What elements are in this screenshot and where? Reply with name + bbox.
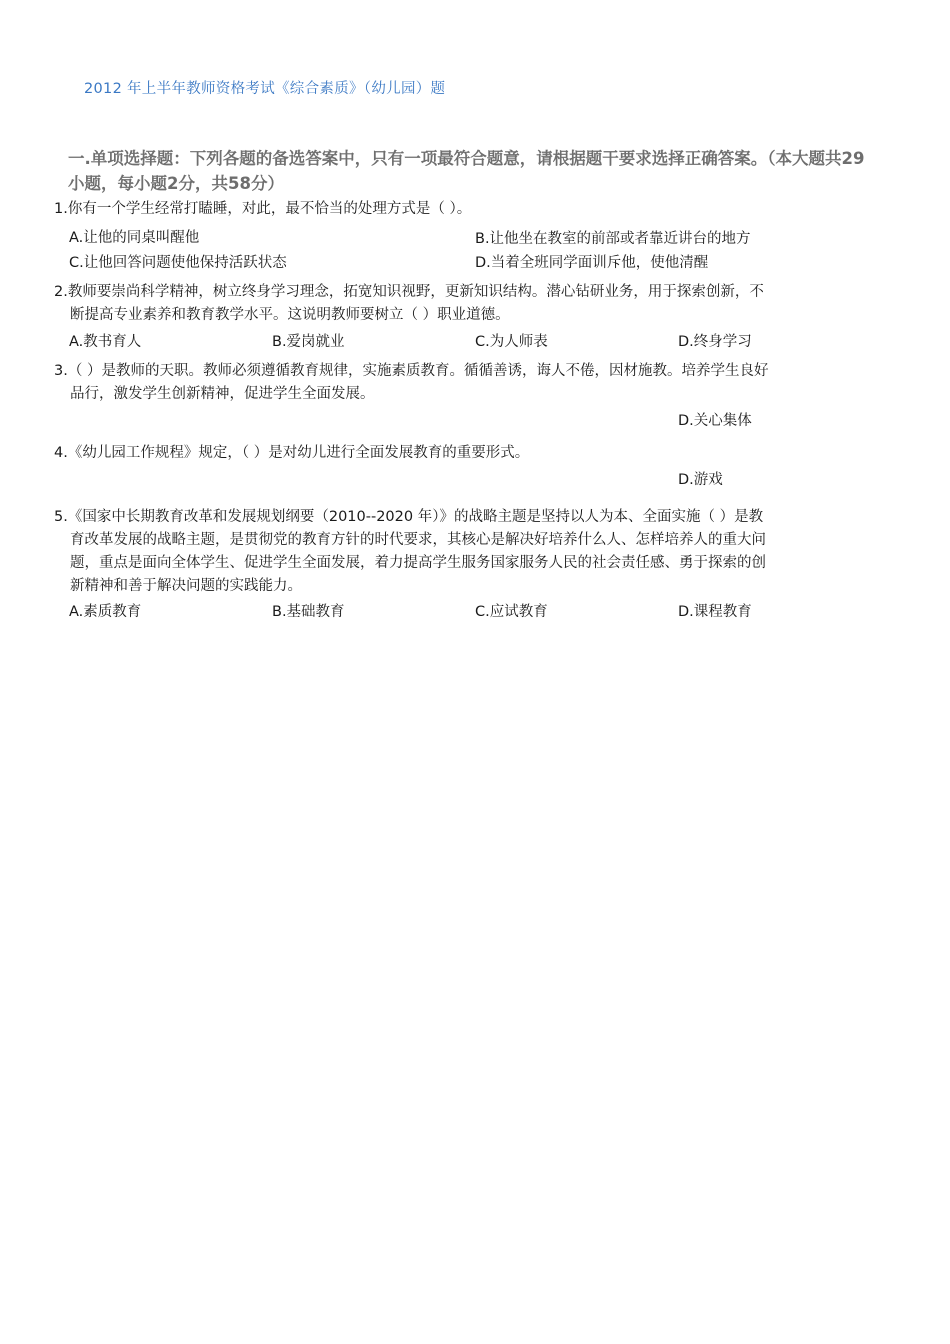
option-d: D.当着全班同学面训斥他，使他清醒 (475, 255, 709, 271)
section-heading: 一.单项选择题：下列各题的备选答案中，只有一项最符合题意，请根据题干要求选择正确答案。（本大题共29小题，每小题2分，共58分） (68, 149, 865, 193)
question-number: 1. (54, 201, 68, 217)
question-text: 《国家中长期教育改革和发展规划纲要（2010--2020 年）》的战略主题是坚持以人为本、全面实施（ ）是教 (67, 509, 764, 525)
question-text: 你有一个学生经常打瞌睡，对此，最不恰当的处理方式是（ ）。 (67, 201, 472, 217)
option-a: A.素质教育 (69, 604, 142, 620)
option-b: B.基础教育 (272, 604, 345, 620)
option-d: D.课程教育 (678, 604, 752, 620)
option-a: A.教书育人 (69, 334, 142, 350)
option-b: B.让他坐在教室的前部或者靠近讲台的地方 (475, 231, 751, 247)
question-2 (54, 281, 869, 327)
question-text-cont: 断提高专业素养和教育教学水平。这说明教师要树立（ ）职业道德。 (70, 307, 510, 323)
question-5 (54, 506, 869, 598)
option-d: D.游戏 (678, 472, 723, 488)
question-text: 《幼儿园工作规程》规定，（ ）是对幼儿进行全面发展教育的重要形式。 (67, 445, 530, 461)
question-text-cont: 品行，激发学生创新精神，促进学生全面发展。 (70, 386, 375, 402)
option-c: C.为人师表 (475, 334, 548, 350)
question-number: 2. (54, 284, 68, 300)
option-d: D.终身学习 (678, 334, 752, 350)
option-a: A.让他的同桌叫醒他 (69, 230, 200, 246)
question-text-cont: 题，重点是面向全体学生、促进学生全面发展，着力提高学生服务国家服务人民的社会责任感、勇于探索的创 (70, 555, 766, 571)
option-b: B.爱岗就业 (272, 334, 345, 350)
option-c: C.应试教育 (475, 604, 548, 620)
question-4 (54, 442, 869, 465)
question-3 (54, 360, 869, 406)
option-d: D.关心集体 (678, 413, 752, 429)
question-text: 教师要崇尚科学精神，树立终身学习理念，拓宽知识视野，更新知识结构。潜心钻研业务，用于探索创新，不 (67, 284, 764, 300)
option-c: C.让他回答问题使他保持活跃状态 (69, 255, 287, 271)
question-number: 3. (54, 363, 68, 379)
question-number: 4. (54, 445, 68, 461)
question-1 (54, 198, 869, 221)
page-title: 2012 年上半年教师资格考试《综合素质》（幼儿园）题 (84, 81, 446, 97)
question-text-cont: 育改革发展的战略主题，是贯彻党的教育方针的时代要求，其核心是解决好培养什么人、怎样培养人的重大问 (70, 532, 766, 548)
question-text-cont: 新精神和善于解决问题的实践能力。 (70, 578, 302, 594)
question-number: 5. (54, 509, 68, 525)
question-text: （ ）是教师的天职。教师必须遵循教育规律，实施素质教育。循循善诱，诲人不倦，因材施教。培养学生良好 (67, 363, 769, 379)
